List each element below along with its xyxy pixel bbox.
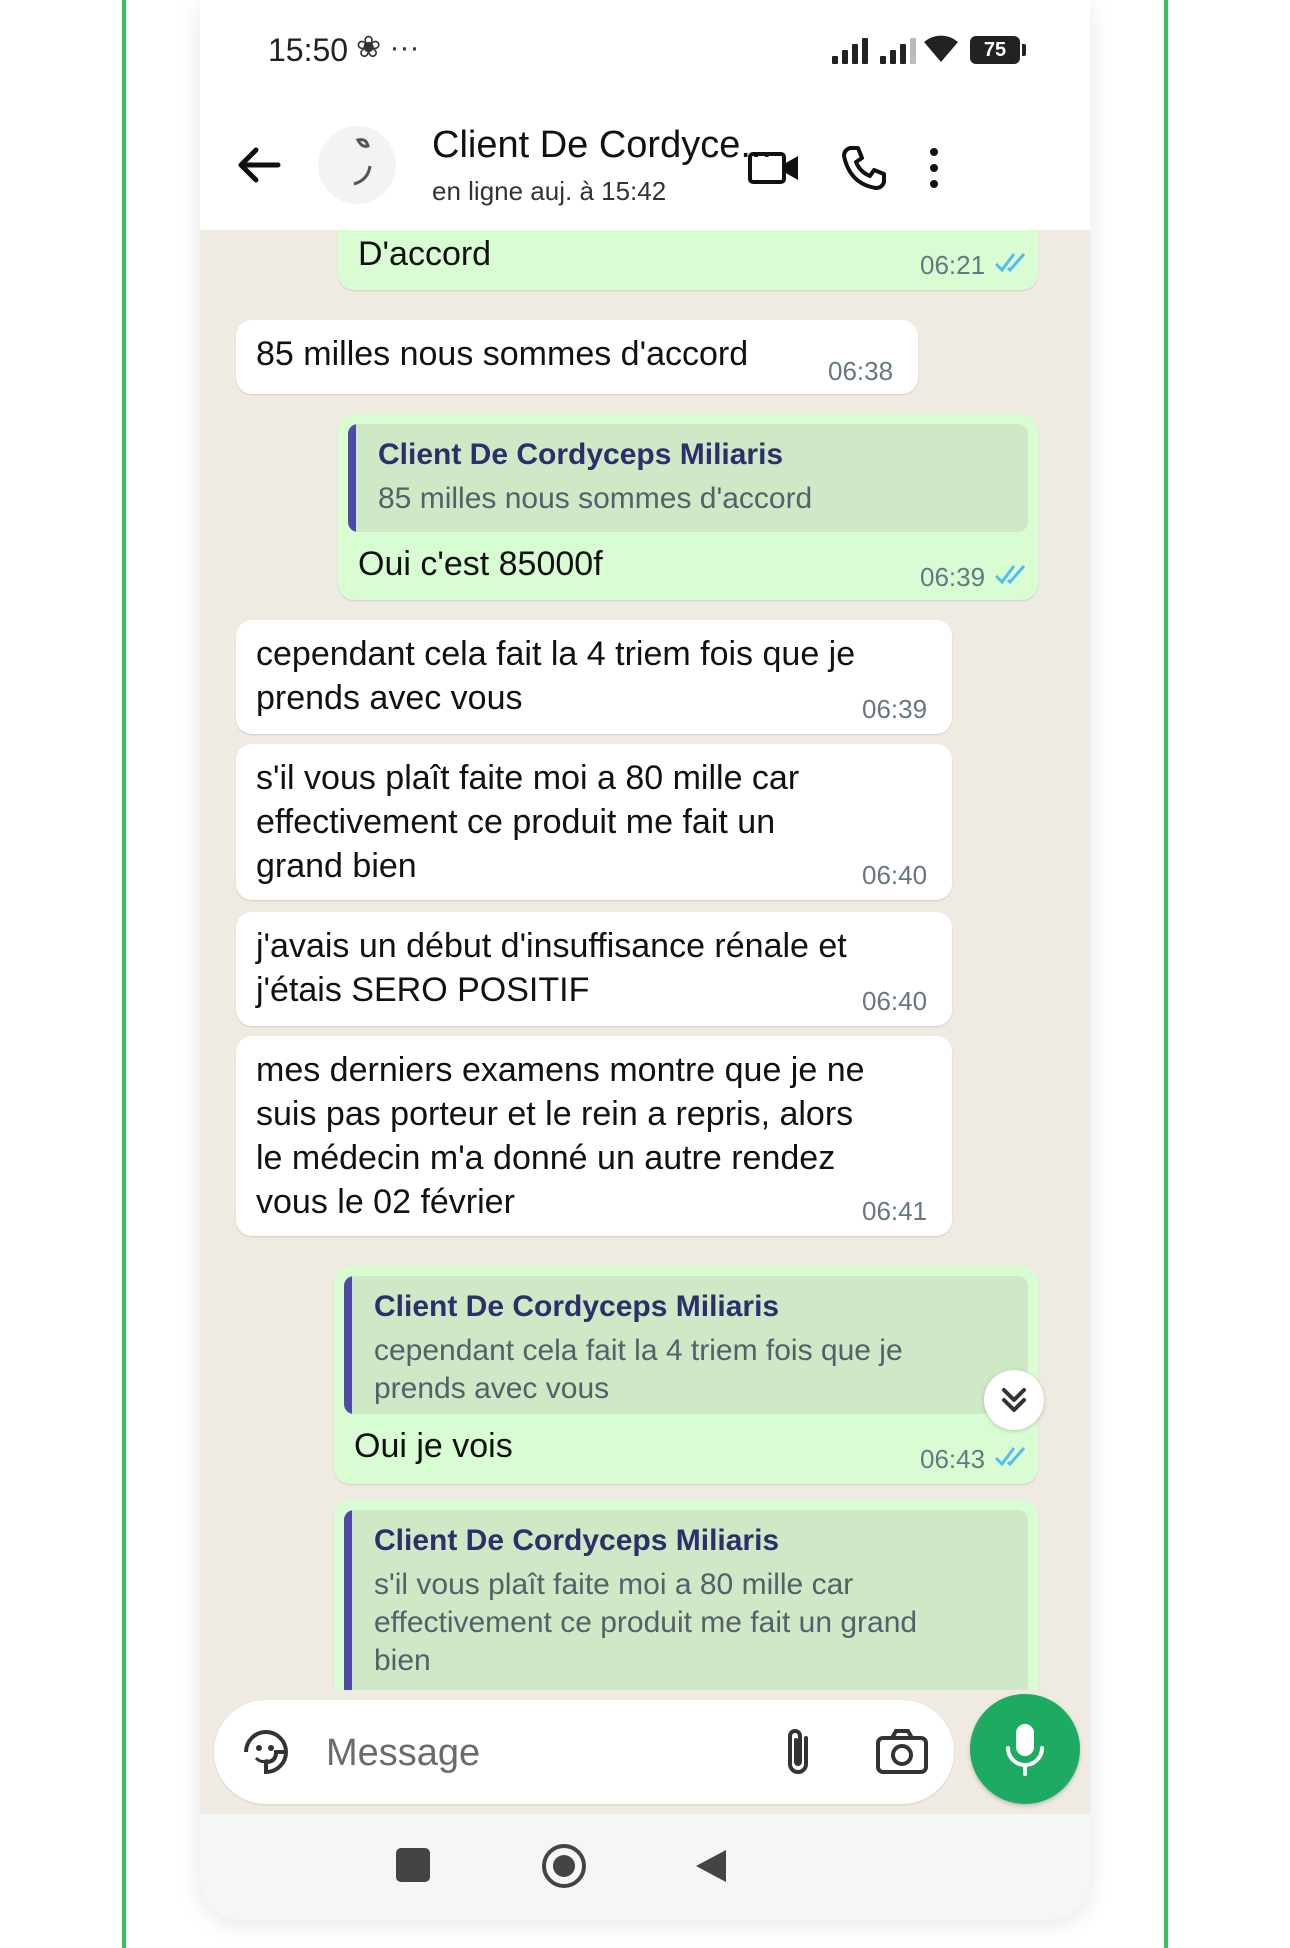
message-bubble-outgoing[interactable] bbox=[334, 1500, 1038, 1690]
avatar[interactable] bbox=[318, 126, 396, 204]
quote-author-tail bbox=[779, 1524, 786, 1557]
chat-area[interactable] bbox=[200, 230, 1090, 1690]
frame-border-right bbox=[1164, 0, 1168, 1948]
message-time: 06:39 bbox=[862, 694, 928, 724]
video-call-icon[interactable] bbox=[746, 140, 802, 196]
message-bubble-incoming[interactable] bbox=[236, 1036, 952, 1236]
message-time: 06:38 bbox=[828, 356, 894, 386]
system-nav-bar bbox=[200, 1814, 1090, 1920]
frame-border-left bbox=[122, 0, 126, 1948]
message-bubble-outgoing[interactable] bbox=[334, 1266, 1038, 1484]
quote-author bbox=[374, 1290, 786, 1324]
back-button-icon[interactable] bbox=[690, 1846, 730, 1886]
mic-button[interactable] bbox=[970, 1694, 1080, 1804]
message-input[interactable] bbox=[324, 1724, 748, 1782]
signal-icon-2 bbox=[880, 34, 916, 64]
arrow-left-icon[interactable] bbox=[230, 140, 290, 190]
message-text: 85 milles nous sommes d'accord bbox=[256, 335, 749, 373]
quote-author-name: Client De Cordyceps Miliaris bbox=[374, 1290, 780, 1323]
phone-screen bbox=[200, 0, 1090, 1920]
message-text: s'il vous plaît faite moi a 80 mille car effectivement ce produit me fait un grand bien bbox=[256, 759, 800, 885]
quote-author bbox=[374, 1524, 786, 1558]
read-ticks-icon bbox=[994, 250, 1032, 274]
paperclip-icon[interactable] bbox=[774, 1724, 824, 1780]
message-composer bbox=[214, 1700, 954, 1804]
contact-name[interactable]: Client De Cordyce... bbox=[432, 124, 773, 166]
quote-author-tail bbox=[779, 1290, 786, 1323]
message-text: cependant cela fait la 4 triem fois que je prends avec vous bbox=[256, 635, 856, 717]
quote-accent-bar bbox=[344, 1510, 352, 1690]
signal-icon bbox=[832, 34, 868, 64]
message-text: mes derniers examens montre que je ne suis pas porteur et le rein a repris, alors le médecin m'a donné un autre rendez vous le 02 février bbox=[256, 1051, 865, 1221]
message-time: 06:40 bbox=[862, 986, 928, 1016]
message-time: 06:41 bbox=[862, 1196, 928, 1226]
sticker-icon[interactable] bbox=[240, 1726, 292, 1778]
quote-text: s'il vous plaît faite moi a 80 mille car effectivement ce produit me fait un grand bien bbox=[374, 1568, 918, 1677]
phone-icon[interactable] bbox=[836, 140, 892, 196]
quote-text: 85 milles nous sommes d'accord bbox=[378, 482, 813, 515]
status-notification-icons: ❀ ··· bbox=[356, 31, 420, 64]
avatar-image-icon bbox=[318, 126, 396, 204]
status-time: 15:50 bbox=[268, 32, 349, 68]
read-ticks-icon bbox=[994, 562, 1032, 586]
contact-status: en ligne auj. à 15:42 bbox=[432, 176, 667, 206]
quote-author-tail bbox=[783, 438, 790, 471]
more-vert-icon[interactable] bbox=[906, 140, 962, 196]
message-bubble-outgoing[interactable] bbox=[338, 414, 1038, 600]
message-bubble-incoming[interactable] bbox=[236, 620, 952, 734]
message-bubble-incoming[interactable] bbox=[236, 744, 952, 900]
scroll-to-bottom-button[interactable] bbox=[984, 1370, 1044, 1430]
quote-text: cependant cela fait la 4 triem fois que je prends avec vous bbox=[374, 1334, 903, 1405]
chat-header bbox=[200, 100, 1090, 230]
message-text: Oui je vois bbox=[354, 1427, 513, 1465]
message-text: D'accord bbox=[358, 235, 492, 273]
message-bubble-incoming[interactable] bbox=[236, 912, 952, 1026]
quote-accent-bar bbox=[348, 424, 356, 532]
quoted-message[interactable] bbox=[348, 424, 1028, 532]
mic-icon bbox=[970, 1694, 1080, 1804]
quoted-message[interactable] bbox=[344, 1510, 1028, 1690]
wifi-icon bbox=[922, 32, 960, 64]
double-chevron-down-icon bbox=[984, 1370, 1044, 1430]
camera-icon[interactable] bbox=[874, 1724, 930, 1780]
message-time: 06:40 bbox=[862, 860, 928, 890]
quoted-message[interactable] bbox=[344, 1276, 1028, 1414]
home-button-icon[interactable] bbox=[540, 1842, 588, 1890]
message-time: 06:39 bbox=[920, 562, 986, 592]
read-ticks-icon bbox=[994, 1444, 1032, 1468]
quote-accent-bar bbox=[344, 1276, 352, 1414]
message-bubble-incoming[interactable] bbox=[236, 320, 918, 394]
message-bubble-outgoing[interactable] bbox=[338, 230, 1038, 290]
battery-icon: 75 bbox=[970, 36, 1020, 64]
recents-button[interactable] bbox=[396, 1848, 430, 1882]
message-time: 06:21 bbox=[920, 250, 986, 280]
message-text: Oui c'est 85000f bbox=[358, 545, 603, 583]
quote-author-name: Client De Cordyceps Miliaris bbox=[378, 438, 784, 471]
message-text: j'avais un début d'insuffisance rénale et j'étais SERO POSITIF bbox=[256, 927, 847, 1009]
status-bar bbox=[200, 0, 1090, 100]
quote-author-name: Client De Cordyceps Miliaris bbox=[374, 1524, 780, 1557]
quote-author bbox=[378, 438, 790, 472]
message-time: 06:43 bbox=[920, 1444, 986, 1474]
